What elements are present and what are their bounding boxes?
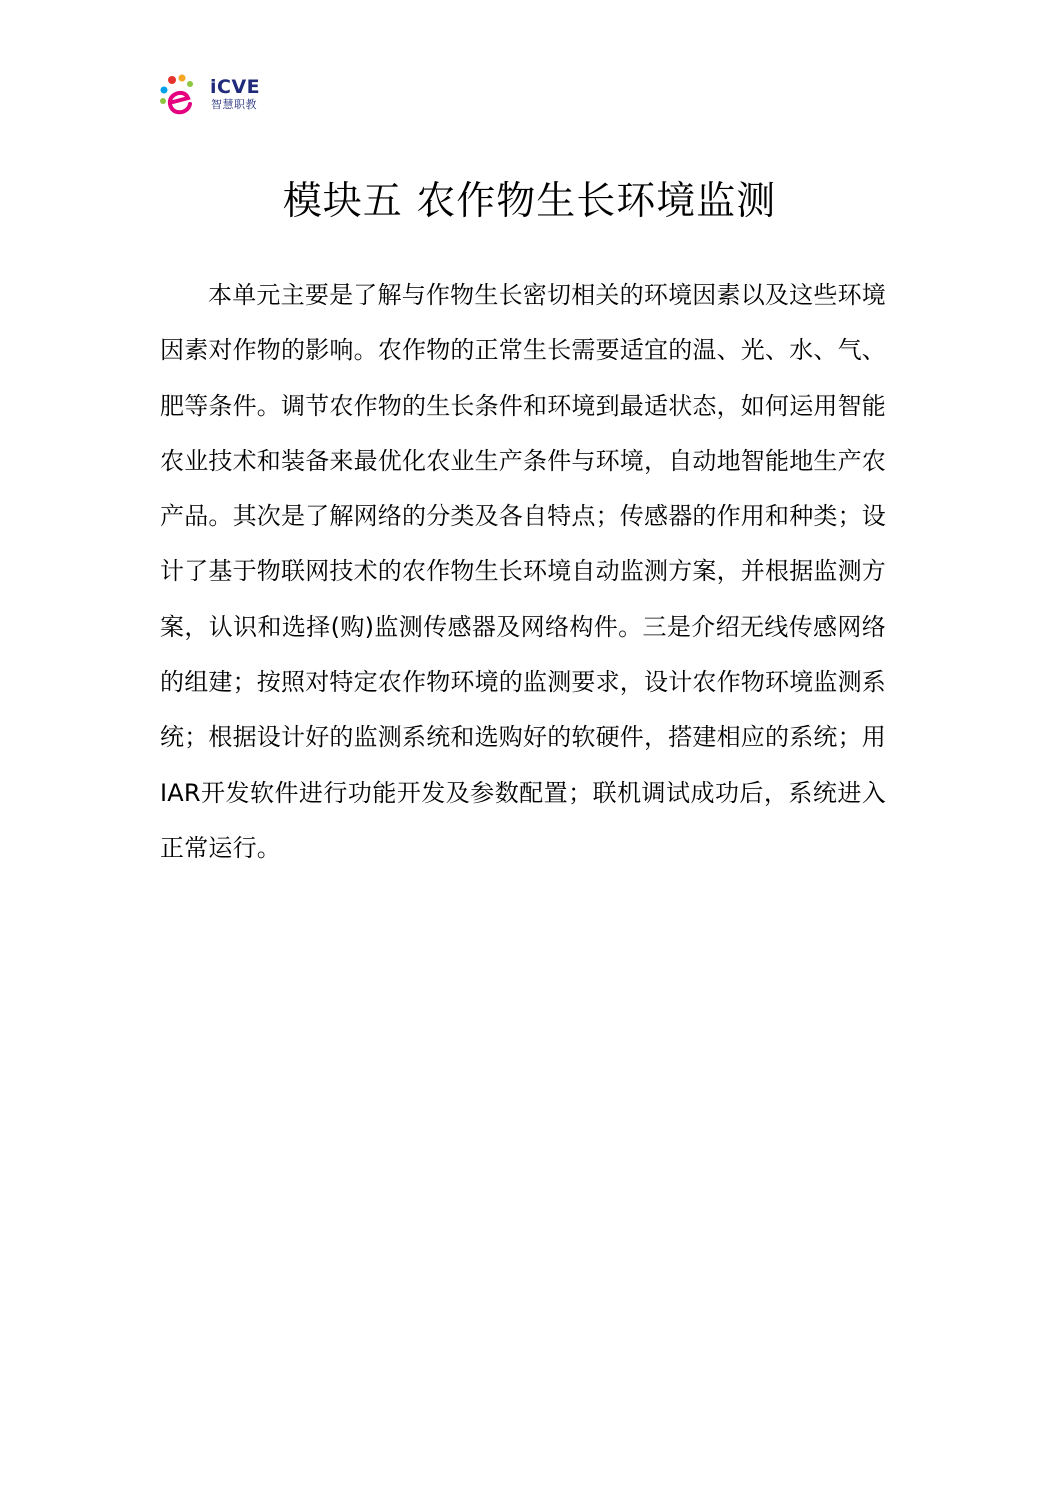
icve-logo [158,74,268,120]
body-paragraph: 本单元主要是了解与作物生长密切相关的环境因素以及这些环境因素对作物的影响。农作物的正常生长需要适宜的温、光、水、气、肥等条件。调节农作物的生长条件和环境到最适状态，如何运用智能农业技术和装备来最优化农业生产条件与环境，自动地智能地生产农产品。其次是了解网络的分类及各自特点；传感器的作用和种类；设计了基于物联网技术的农作物生长环境自动监测方案，并根据监测方案，认识和选择(购)监测传感器及网络构件。三是介绍无线传感网络的组建；按照对特定农作物环境的监测要求，设计农作物环境监测系统；根据设计好的监测系统和选购好的软硬件，搭建相应的系统；用IAR开发软件进行功能开发及参数配置；联机调试成功后，系统进入正常运行。 [160,281,886,862]
logo-text: iCVE [210,76,261,98]
logo-subtext: 智慧职教 [211,98,257,111]
logo-mark-icon [158,74,210,120]
page-title: 模块五 农作物生长环境监测 [282,179,777,224]
